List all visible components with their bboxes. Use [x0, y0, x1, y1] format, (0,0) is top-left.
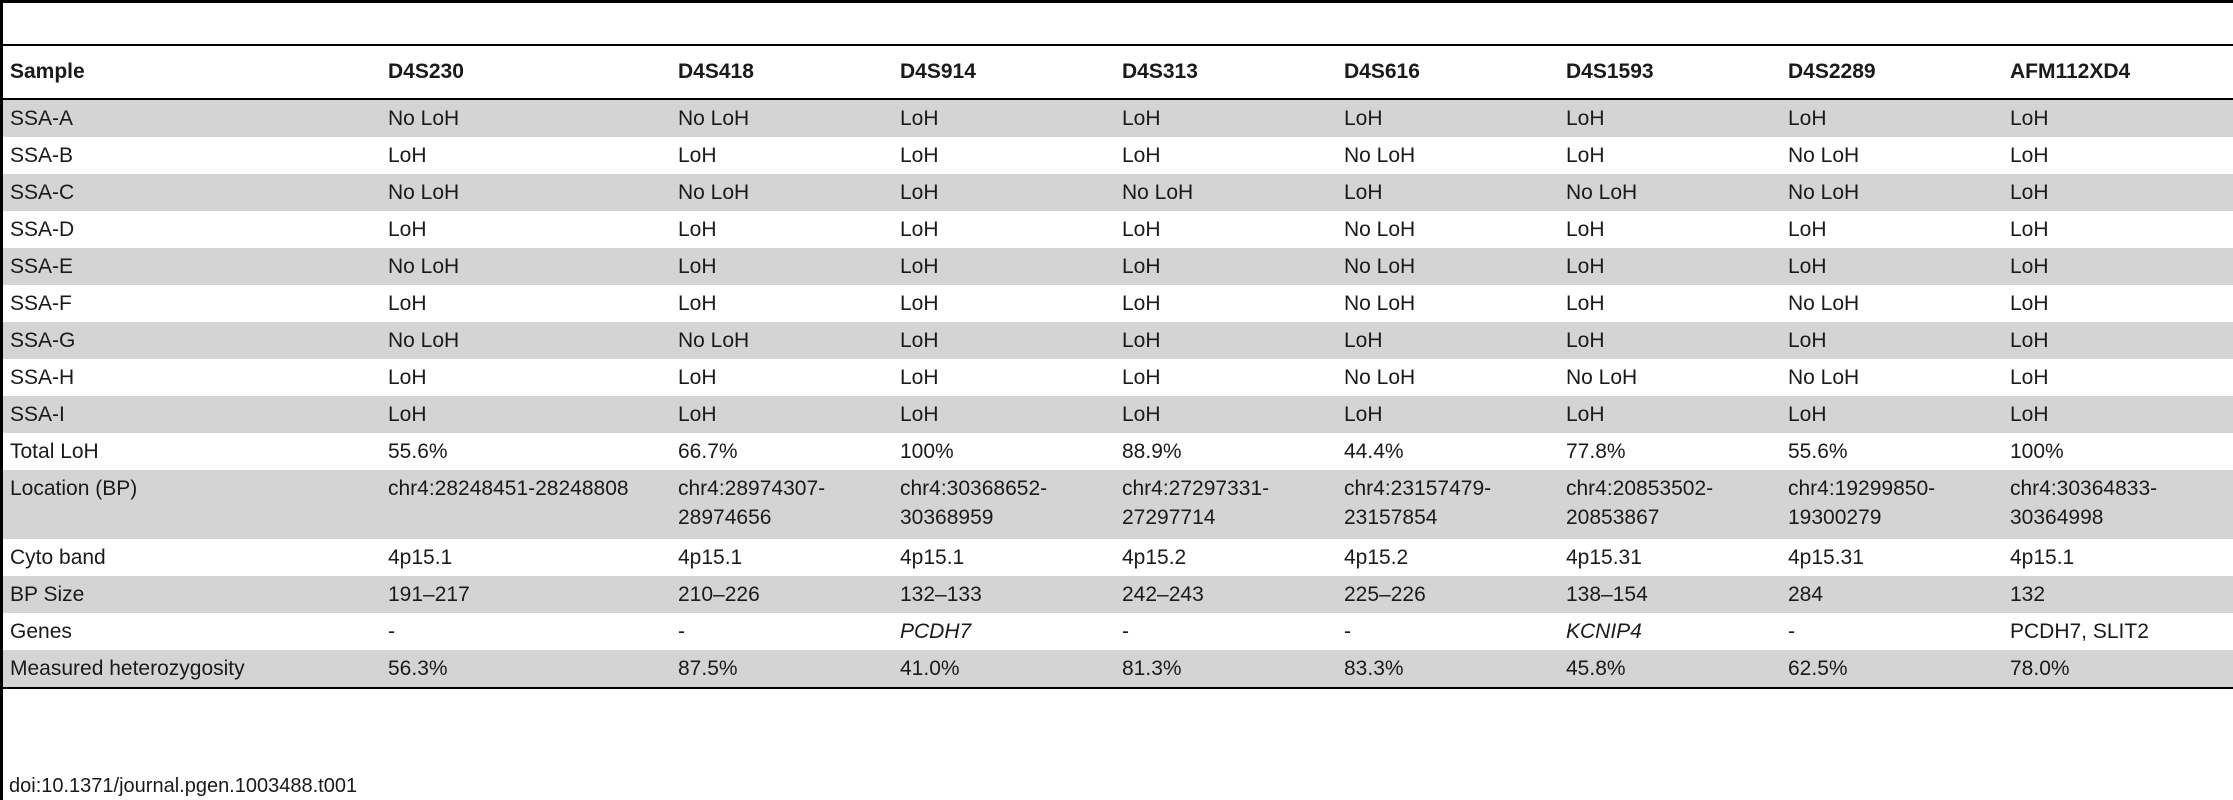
table-cell: PCDH7: [900, 620, 972, 643]
table-cell: chr4:20853502-20853867: [1559, 470, 1781, 539]
table-cell: LoH: [1337, 174, 1559, 211]
header-row: [3, 45, 2233, 99]
table-row: [3, 359, 2233, 396]
table-cell: No LoH: [1788, 366, 1860, 389]
table-cell: LoH: [388, 218, 427, 241]
table-cell: LoH: [2010, 218, 2049, 241]
table-cell: 77.8%: [1566, 440, 1626, 463]
table-cell: LoH: [2010, 366, 2049, 389]
table-cell: LoH: [678, 218, 717, 241]
table-row: [3, 322, 2233, 359]
table-cell: -: [1122, 620, 1129, 643]
table-row: [3, 285, 2233, 322]
table-row: [3, 211, 2233, 248]
column-header-sample: Sample: [10, 60, 85, 83]
table-cell: LoH: [1559, 322, 1781, 359]
table-row: [3, 539, 2233, 576]
table-cell: No LoH: [381, 174, 671, 211]
table-cell: chr4:30368652-30368959: [893, 470, 1115, 539]
table-cell: -: [388, 620, 395, 643]
table-cell: LoH: [1566, 144, 1605, 167]
table-row: [3, 650, 2233, 688]
table-cell: LoH: [671, 396, 893, 433]
table-cell: LoH: [1781, 396, 2003, 433]
table-cell: LoH: [1122, 366, 1161, 389]
table-cell: No LoH: [671, 322, 893, 359]
table-cell: 4p15.1: [900, 546, 965, 569]
table-cell: LoH: [678, 292, 717, 315]
table-cell: LoH: [2003, 248, 2233, 285]
table-cell: 4p15.31: [1788, 546, 1864, 569]
table-cell: LoH: [2003, 322, 2233, 359]
table-cell: No LoH: [1344, 366, 1416, 389]
table-cell: 100%: [2010, 440, 2064, 463]
table-cell: 138–154: [1559, 576, 1781, 613]
table-cell: LoH: [900, 218, 939, 241]
table-cell: 55.6%: [1788, 440, 1848, 463]
table-row: [3, 396, 2233, 433]
table-cell: 66.7%: [678, 440, 738, 463]
table-cell: LoH: [1788, 218, 1827, 241]
table-cell: 132: [2003, 576, 2233, 613]
table-row: [3, 433, 2233, 470]
table-cell: LoH: [1115, 99, 1337, 137]
table-cell: chr4:19299850-19300279: [1781, 470, 2003, 539]
table-cell: LoH: [1781, 99, 2003, 137]
table-cell: 225–226: [1337, 576, 1559, 613]
table-cell: No LoH: [1337, 248, 1559, 285]
table-cell: 100%: [900, 440, 954, 463]
row-label-cell: SSA-I: [3, 396, 381, 433]
table-cell: 44.4%: [1344, 440, 1404, 463]
table-cell: LoH: [388, 292, 427, 315]
table-cell: No LoH: [671, 174, 893, 211]
table-cell: LoH: [2010, 144, 2049, 167]
table-cell: LoH: [388, 144, 427, 167]
table-cell: 4p15.1: [388, 546, 453, 569]
table-cell: chr4:28974307-28974656: [671, 470, 893, 539]
table-cell: 242–243: [1115, 576, 1337, 613]
column-header-marker: D4S418: [678, 60, 754, 83]
row-label-cell: SSA-G: [3, 322, 381, 359]
table-cell: 4p15.1: [2010, 546, 2075, 569]
row-label-cell: SSA-A: [3, 99, 381, 137]
table-cell: LoH: [1559, 248, 1781, 285]
row-label-cell: SSA-F: [10, 292, 72, 315]
column-header-marker: D4S313: [1122, 60, 1198, 83]
table-cell: No LoH: [1788, 144, 1860, 167]
row-label-cell: Total LoH: [10, 440, 99, 463]
column-header-marker: AFM112XD4: [2010, 60, 2131, 83]
table-cell: 4p15.1: [678, 546, 743, 569]
table-cell: LoH: [2003, 174, 2233, 211]
table-cell: chr4:28248451-28248808: [381, 470, 671, 539]
table-cell: 87.5%: [671, 650, 893, 688]
table-cell: LoH: [1559, 99, 1781, 137]
table-cell: LoH: [1122, 144, 1161, 167]
top-border-rule: [3, 0, 2233, 3]
column-header-marker: D4S914: [900, 60, 976, 83]
loh-table: [3, 44, 2233, 689]
table-cell: 62.5%: [1781, 650, 2003, 688]
table-cell: 191–217: [381, 576, 671, 613]
table-cell: LoH: [1337, 322, 1559, 359]
table-body: [3, 99, 2233, 688]
table-cell: LoH: [2003, 99, 2233, 137]
table-cell: LoH: [1781, 322, 2003, 359]
table-cell: 284: [1781, 576, 2003, 613]
table-cell: LoH: [1122, 292, 1161, 315]
table-row: [3, 99, 2233, 137]
table-cell: No LoH: [1115, 174, 1337, 211]
table-cell: LoH: [893, 174, 1115, 211]
table-cell: LoH: [893, 396, 1115, 433]
table-row: [3, 248, 2233, 285]
table-cell: 4p15.31: [1566, 546, 1642, 569]
table-cell: LoH: [678, 366, 717, 389]
table-cell: LoH: [1559, 396, 1781, 433]
row-label-cell: Cyto band: [10, 546, 106, 569]
column-header-marker: D4S1593: [1566, 60, 1654, 83]
table-cell: No LoH: [1566, 366, 1638, 389]
table-cell: LoH: [1337, 396, 1559, 433]
table-cell: 41.0%: [893, 650, 1115, 688]
table-cell: LoH: [1122, 218, 1161, 241]
table-cell: 78.0%: [2003, 650, 2233, 688]
table-cell: LoH: [1566, 292, 1605, 315]
table-cell: LoH: [678, 144, 717, 167]
table-cell: 132–133: [893, 576, 1115, 613]
table-row: [3, 470, 2233, 539]
table-cell: LoH: [1781, 248, 2003, 285]
table-cell: LoH: [900, 366, 939, 389]
column-header-marker: D4S616: [1344, 60, 1420, 83]
table-cell: LoH: [893, 99, 1115, 137]
table-cell: LoH: [893, 248, 1115, 285]
table-row: [3, 174, 2233, 211]
row-label-cell: Location (BP): [3, 470, 381, 539]
row-label-cell: Genes: [10, 620, 72, 643]
table-cell: No LoH: [1788, 292, 1860, 315]
table-cell: LoH: [1115, 396, 1337, 433]
row-label-cell: SSA-E: [3, 248, 381, 285]
table-cell: LoH: [893, 322, 1115, 359]
table-container: [3, 44, 2233, 689]
column-header-marker: D4S2289: [1788, 60, 1876, 83]
table-cell: -: [678, 620, 685, 643]
table-cell: No LoH: [1344, 292, 1416, 315]
table-cell: 83.3%: [1337, 650, 1559, 688]
table-cell: No LoH: [1344, 218, 1416, 241]
row-label-cell: SSA-C: [3, 174, 381, 211]
table-cell: 55.6%: [388, 440, 448, 463]
table-row: [3, 137, 2233, 174]
table-cell: KCNIP4: [1566, 620, 1642, 643]
table-cell: LoH: [381, 396, 671, 433]
table-cell: LoH: [2010, 292, 2049, 315]
table-cell: 4p15.2: [1344, 546, 1409, 569]
row-label-cell: SSA-B: [10, 144, 74, 167]
table-cell: 81.3%: [1115, 650, 1337, 688]
doi-caption: doi:10.1371/journal.pgen.1003488.t001: [9, 775, 358, 797]
table-row: [3, 576, 2233, 613]
table-cell: No LoH: [1781, 174, 2003, 211]
table-cell: 45.8%: [1559, 650, 1781, 688]
table-cell: chr4:30364833-30364998: [2003, 470, 2233, 539]
table-cell: LoH: [900, 144, 939, 167]
table-cell: LoH: [1566, 218, 1605, 241]
table-cell: -: [1344, 620, 1351, 643]
table-cell: LoH: [900, 292, 939, 315]
table-cell: 88.9%: [1122, 440, 1182, 463]
table-cell: 4p15.2: [1122, 546, 1187, 569]
table-header: [3, 45, 2233, 99]
table-cell: LoH: [2003, 396, 2233, 433]
table-cell: No LoH: [671, 99, 893, 137]
row-label-cell: SSA-D: [10, 218, 75, 241]
table-cell: 210–226: [671, 576, 893, 613]
table-cell: LoH: [388, 366, 427, 389]
table-cell: No LoH: [1559, 174, 1781, 211]
table-cell: LoH: [1337, 99, 1559, 137]
table-cell: 56.3%: [381, 650, 671, 688]
table-cell: No LoH: [381, 99, 671, 137]
table-cell: LoH: [1115, 322, 1337, 359]
table-row: [3, 613, 2233, 650]
table-cell: LoH: [1115, 248, 1337, 285]
table-cell: chr4:27297331-27297714: [1115, 470, 1337, 539]
row-label-cell: BP Size: [3, 576, 381, 613]
table-cell: No LoH: [1344, 144, 1416, 167]
table-cell: -: [1788, 620, 1795, 643]
row-label-cell: SSA-H: [10, 366, 75, 389]
column-header-marker: D4S230: [388, 60, 464, 83]
row-label-cell: Measured heterozygosity: [3, 650, 381, 688]
table-cell: No LoH: [381, 322, 671, 359]
table-cell: No LoH: [381, 248, 671, 285]
table-cell: PCDH7, SLIT2: [2010, 620, 2149, 643]
table-cell: chr4:23157479-23157854: [1337, 470, 1559, 539]
table-cell: LoH: [671, 248, 893, 285]
